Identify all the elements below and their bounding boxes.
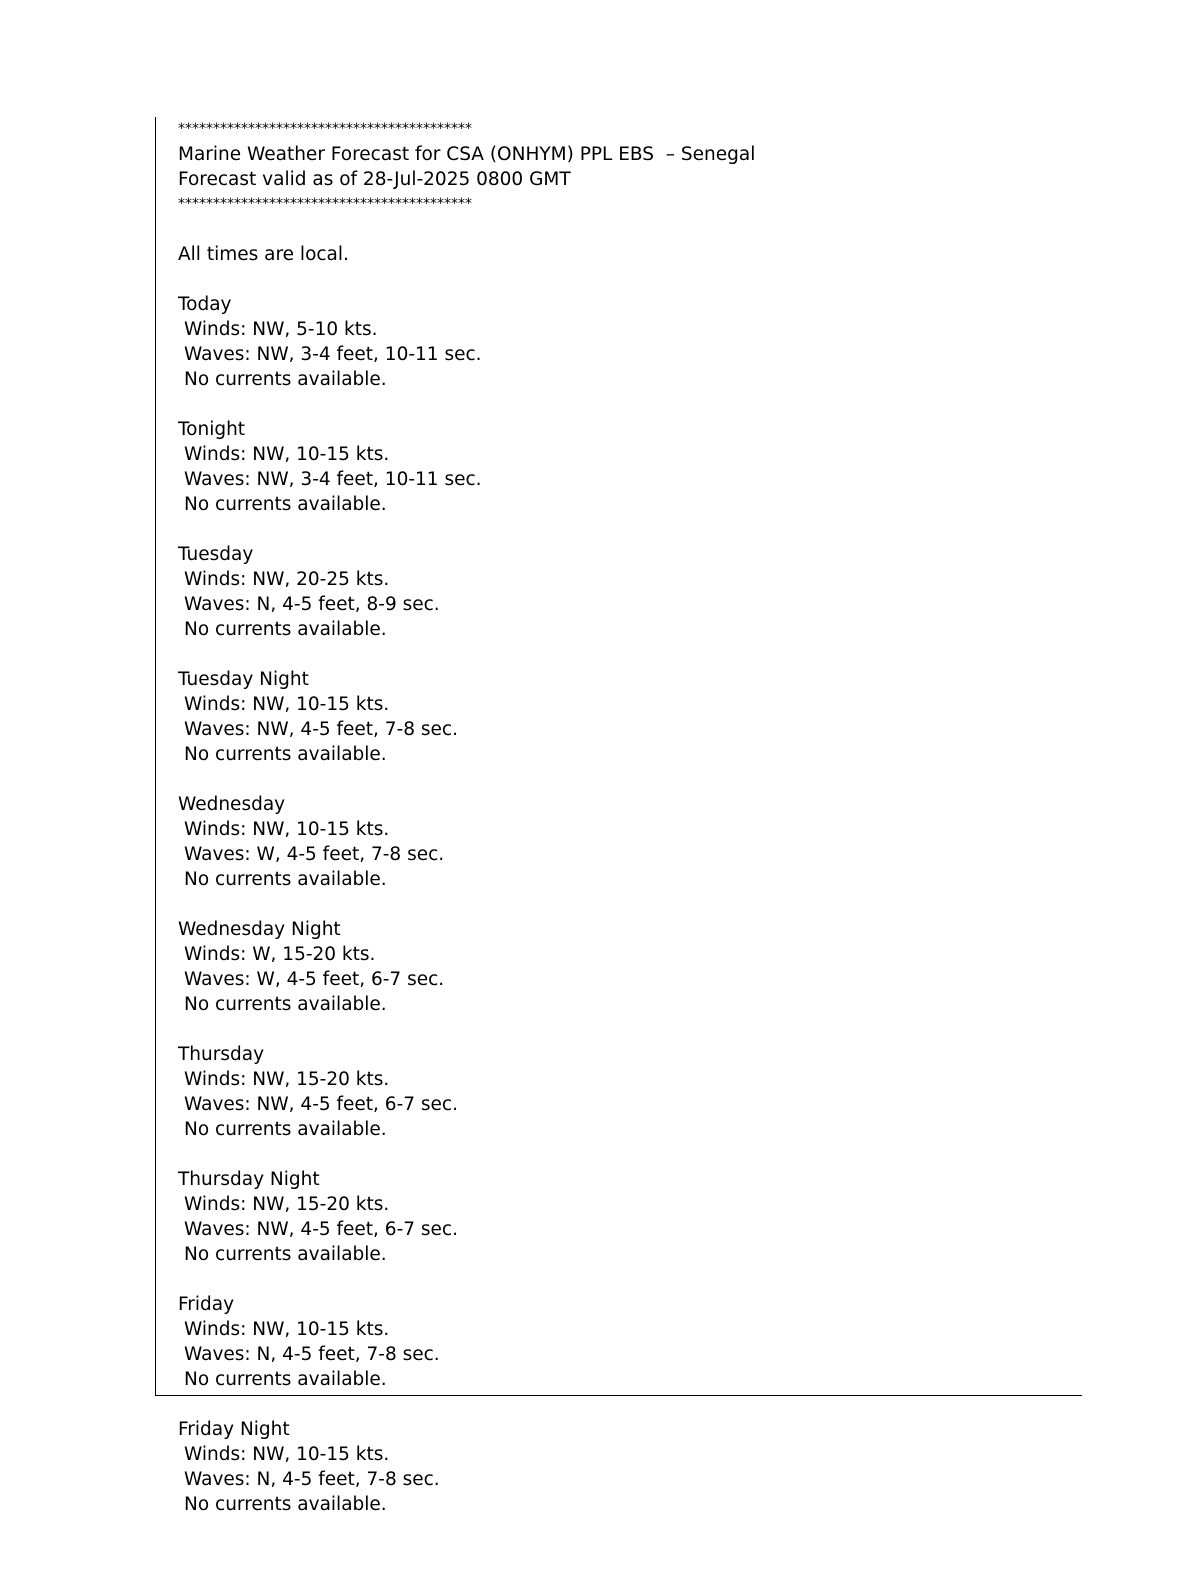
spacer [178,517,1058,542]
period-winds: Winds: NW, 10-15 kts. [184,694,390,715]
forecast-period [178,792,1058,917]
period-winds: Winds: NW, 10-15 kts. [184,1319,390,1340]
forecast-period [178,292,1058,417]
spacer [178,892,1058,917]
period-waves: Waves: NW, 4-5 feet, 6-7 sec. [184,1219,458,1240]
forecast-period [178,1167,1058,1292]
spacer [178,642,1058,667]
period-currents: No currents available. [184,369,387,390]
period-waves: Waves: NW, 3-4 feet, 10-11 sec. [184,344,482,365]
period-waves: Waves: N, 4-5 feet, 8-9 sec. [184,594,440,615]
spacer [178,767,1058,792]
left-border-rule [155,117,156,1396]
time-note: All times are local. [178,244,349,265]
period-currents: No currents available. [184,744,387,765]
period-currents: No currents available. [184,994,387,1015]
period-currents: No currents available. [184,1494,387,1515]
forecast-period [178,417,1058,542]
period-waves: Waves: N, 4-5 feet, 7-8 sec. [184,1469,440,1490]
forecast-period [178,1417,1058,1517]
forecast-document [178,117,1058,1517]
period-winds: Winds: NW, 15-20 kts. [184,1194,390,1215]
period-currents: No currents available. [184,1369,387,1390]
header-stars-top: ****************************************** [178,121,472,137]
forecast-period [178,1042,1058,1167]
period-waves: Waves: W, 4-5 feet, 7-8 sec. [184,844,445,865]
spacer [178,1017,1058,1042]
period-winds: Winds: NW, 15-20 kts. [184,1069,390,1090]
period-waves: Waves: W, 4-5 feet, 6-7 sec. [184,969,445,990]
period-currents: No currents available. [184,1119,387,1140]
spacer [178,1267,1058,1292]
period-waves: Waves: NW, 4-5 feet, 7-8 sec. [184,719,458,740]
forecast-valid-time: Forecast valid as of 28-Jul-2025 0800 GMT [178,169,571,190]
period-name: Thursday Night [178,1169,320,1190]
period-currents: No currents available. [184,869,387,890]
period-waves: Waves: NW, 4-5 feet, 6-7 sec. [184,1094,458,1115]
period-name: Tuesday [178,544,254,565]
spacer [178,1142,1058,1167]
forecast-period [178,667,1058,792]
period-currents: No currents available. [184,494,387,515]
spacer [178,217,1058,242]
period-winds: Winds: NW, 10-15 kts. [184,1444,390,1465]
forecast-period [178,917,1058,1042]
period-name: Tuesday Night [178,669,309,690]
period-name: Today [178,294,232,315]
period-name: Friday Night [178,1419,290,1440]
period-currents: No currents available. [184,619,387,640]
period-name: Friday [178,1294,235,1315]
period-waves: Waves: N, 4-5 feet, 7-8 sec. [184,1344,440,1365]
spacer [178,267,1058,292]
spacer [178,392,1058,417]
period-winds: Winds: W, 15-20 kts. [184,944,376,965]
period-winds: Winds: NW, 10-15 kts. [184,819,390,840]
period-name: Wednesday [178,794,286,815]
period-waves: Waves: NW, 3-4 feet, 10-11 sec. [184,469,482,490]
forecast-period [178,1292,1058,1417]
header-stars-bottom: ****************************************** [178,196,472,212]
period-currents: No currents available. [184,1244,387,1265]
forecast-title: Marine Weather Forecast for CSA (ONHYM) PPL EBS – Senegal [178,144,756,165]
period-winds: Winds: NW, 5-10 kts. [184,319,378,340]
period-name: Thursday [178,1044,265,1065]
period-name: Wednesday Night [178,919,341,940]
spacer [178,1392,1058,1417]
period-winds: Winds: NW, 10-15 kts. [184,444,390,465]
period-name: Tonight [178,419,246,440]
period-winds: Winds: NW, 20-25 kts. [184,569,390,590]
forecast-period [178,542,1058,667]
